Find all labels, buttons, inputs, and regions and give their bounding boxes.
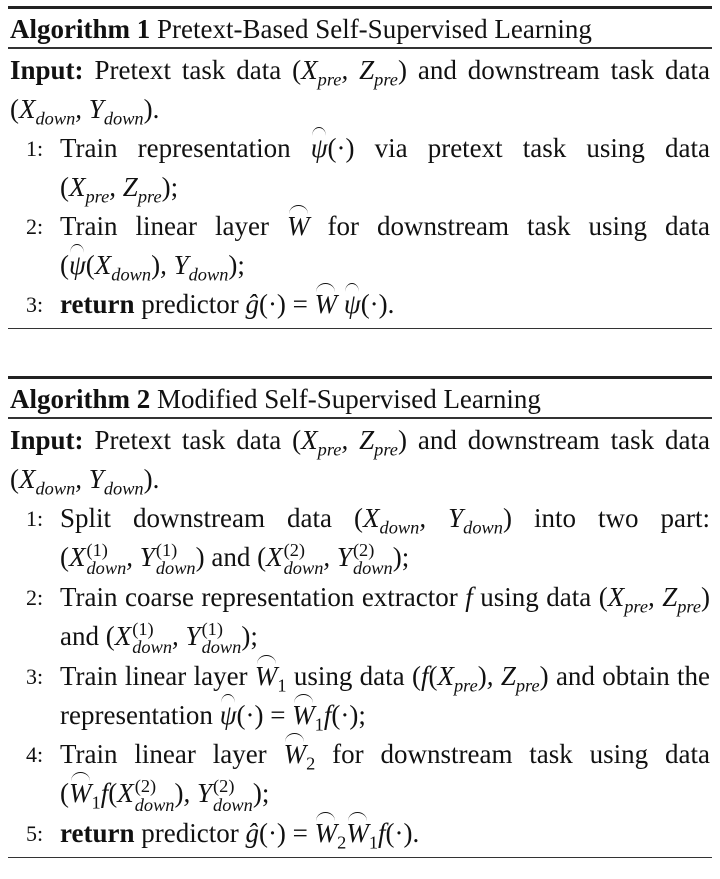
math-w2-hat: $W_2$ (284, 739, 316, 769)
step-text: using data (480, 581, 592, 612)
math-predictor: ĝ(·) = $W_2W_1f(\cdot)$ (245, 818, 412, 848)
math-predictor: ĝ(·) = W ψ(·) (245, 289, 387, 319)
algorithm-1-step-3: 3: return predictor ĝ(·) = W ψ(·). (10, 285, 710, 324)
input-line: Input: Pretext task data ($X_{pre}$, $Z_{pre}$) and downstream task data ($X_{down}$, $Y_{down}$). (10, 54, 711, 128)
step-text: into two part: (533, 502, 710, 533)
math-pretext-data: ($X_{pre}$, $Z_{pre}$) (292, 424, 407, 459)
input-line: Input: Pretext task data ($X_{pre}$, $Z_{pre}$) and downstream task data ($X_{down}$, $Y_{down}$). (10, 424, 711, 498)
algorithm-2-name: Modified Self-Supervised Learning (156, 384, 541, 414)
math-f: f (465, 581, 473, 612)
step-text: Train representation (60, 132, 291, 163)
step-text: Split downstream data (60, 502, 333, 533)
algorithm-2-step-1: 1: Split downstream data ($X_{down}$, $Y_{down}$) into two part: (X (1) down , Y (1) down ) and (X (2) down , Y (2) down ); (10, 499, 710, 578)
step-number: 2: (26, 213, 44, 239)
algorithm-1-body (8, 49, 712, 328)
algorithm-1-step-2: 2: Train linear layer W for downstream task using data ($\psi(X_{down})$, $Y_{down}$); (10, 207, 710, 285)
step-number: 3: (26, 291, 44, 317)
step-number: 1: (26, 135, 44, 161)
input-label: Input: (10, 424, 84, 455)
math-pretext-data: ($X_{pre}$, $Z_{pre}$) (598, 581, 711, 617)
step-number: 2: (26, 584, 44, 610)
return-keyword: return (60, 817, 135, 848)
math-w-hat: W (287, 211, 310, 241)
step-text: Train linear layer (60, 738, 267, 769)
step-text: and (211, 541, 251, 572)
algorithm-2-body (8, 419, 712, 857)
step-text: predictor (141, 288, 239, 319)
math-downstream-data: ($X_{down}$, $Y_{down}$) (10, 93, 153, 128)
algorithm-2-step-2: 2: Train coarse representation extractor f using data ($X_{pre}$, $Z_{pre}$) and (X (1) down , Y (1) down ); (10, 578, 710, 657)
step-number: 3: (26, 663, 44, 689)
step-text: Train linear layer (60, 210, 269, 241)
algorithm-2-step-4: 4: Train linear layer $W_2$ for downstream task using data ($W_1f(X$ (2) down ), Y (2) down ); (10, 735, 710, 814)
algorithm-2-box (8, 376, 712, 858)
algorithm-1-steps (10, 129, 710, 324)
bottom-rule (8, 328, 712, 330)
algorithm-2-step-5: 5: return predictor ĝ(·) = $W_2W_1f(\cdot)$. (10, 814, 710, 853)
math-split-part-1: (X (1) down , Y (1) down ) (60, 539, 205, 579)
algorithm-2-title (8, 379, 712, 417)
bottom-rule (8, 857, 712, 859)
step-text: using data (293, 660, 405, 691)
math-split-part-1: (X (1) down , Y (1) down ) (105, 619, 251, 658)
math-downstream-data: ($X_{down}$, $Y_{down}$) (354, 502, 512, 537)
step-text: for downstream task using data (327, 210, 710, 241)
algorithm-2-step-3: 3: Train linear layer $W_1$ using data ($f(X_{pre})$, $Z_{pre}$) and obtain the representation $\psi(\cdot) = W_1f(\cdot)$; (10, 657, 710, 735)
input-text-b: and downstream task data (417, 424, 711, 455)
math-pretext-data: ($X_{pre}$, $Z_{pre}$) (292, 54, 407, 89)
step-number: 1: (26, 505, 44, 531)
math-f-pretext: ($f(X_{pre})$, $Z_{pre}$) (411, 660, 549, 696)
math-pretext-data: ($X_{pre}$, $Z_{pre}$) (60, 171, 171, 206)
math-psi-definition: $\psi(\cdot) = W_1f(\cdot)$ (220, 700, 359, 730)
math-downstream-data: ($X_{down}$, $Y_{down}$) (10, 463, 153, 498)
math-split-part-2: (X (2) down , Y (2) down ) (257, 539, 402, 579)
step-number: 4: (26, 741, 44, 767)
step-text: for downstream task using data (332, 738, 711, 769)
input-label: Input: (10, 54, 84, 85)
math-w1-hat: $W_1$ (255, 661, 287, 691)
input-text-a: Pretext task data (94, 54, 282, 85)
return-keyword: return (60, 288, 135, 319)
step-text: Train linear layer (60, 660, 248, 691)
step-text: via pretext task using data (374, 132, 711, 163)
input-text-a: Pretext task data (94, 424, 282, 455)
math-psi-hat: ψ(·) (311, 133, 355, 163)
step-number: 5: (26, 820, 44, 846)
algorithm-1-title (8, 9, 712, 47)
math-psi-downstream: ($\psi(X_{down})$, $Y_{down}$) (60, 250, 237, 280)
algorithm-2-steps (10, 499, 710, 853)
step-text: Train coarse representation extractor (60, 581, 458, 612)
math-w1f-downstream: ($W_1f(X$ (2) down ), Y (2) down ) (60, 778, 262, 808)
step-text: predictor (141, 817, 239, 848)
step-text: and (60, 620, 99, 651)
algorithm-1-name: Pretext-Based Self-Supervised Learning (156, 14, 592, 44)
algorithm-1-step-1: 1: Train representation ψ(·) via pretext task using data ($X_{pre}$, $Z_{pre}$); (10, 129, 710, 207)
input-text-b: and downstream task data (417, 54, 711, 85)
algorithm-1-label: Algorithm 1 (10, 14, 151, 44)
step-text: and obtain the representation (60, 660, 711, 730)
algorithm-1-box (8, 6, 712, 329)
algorithm-2-label: Algorithm 2 (10, 384, 151, 414)
